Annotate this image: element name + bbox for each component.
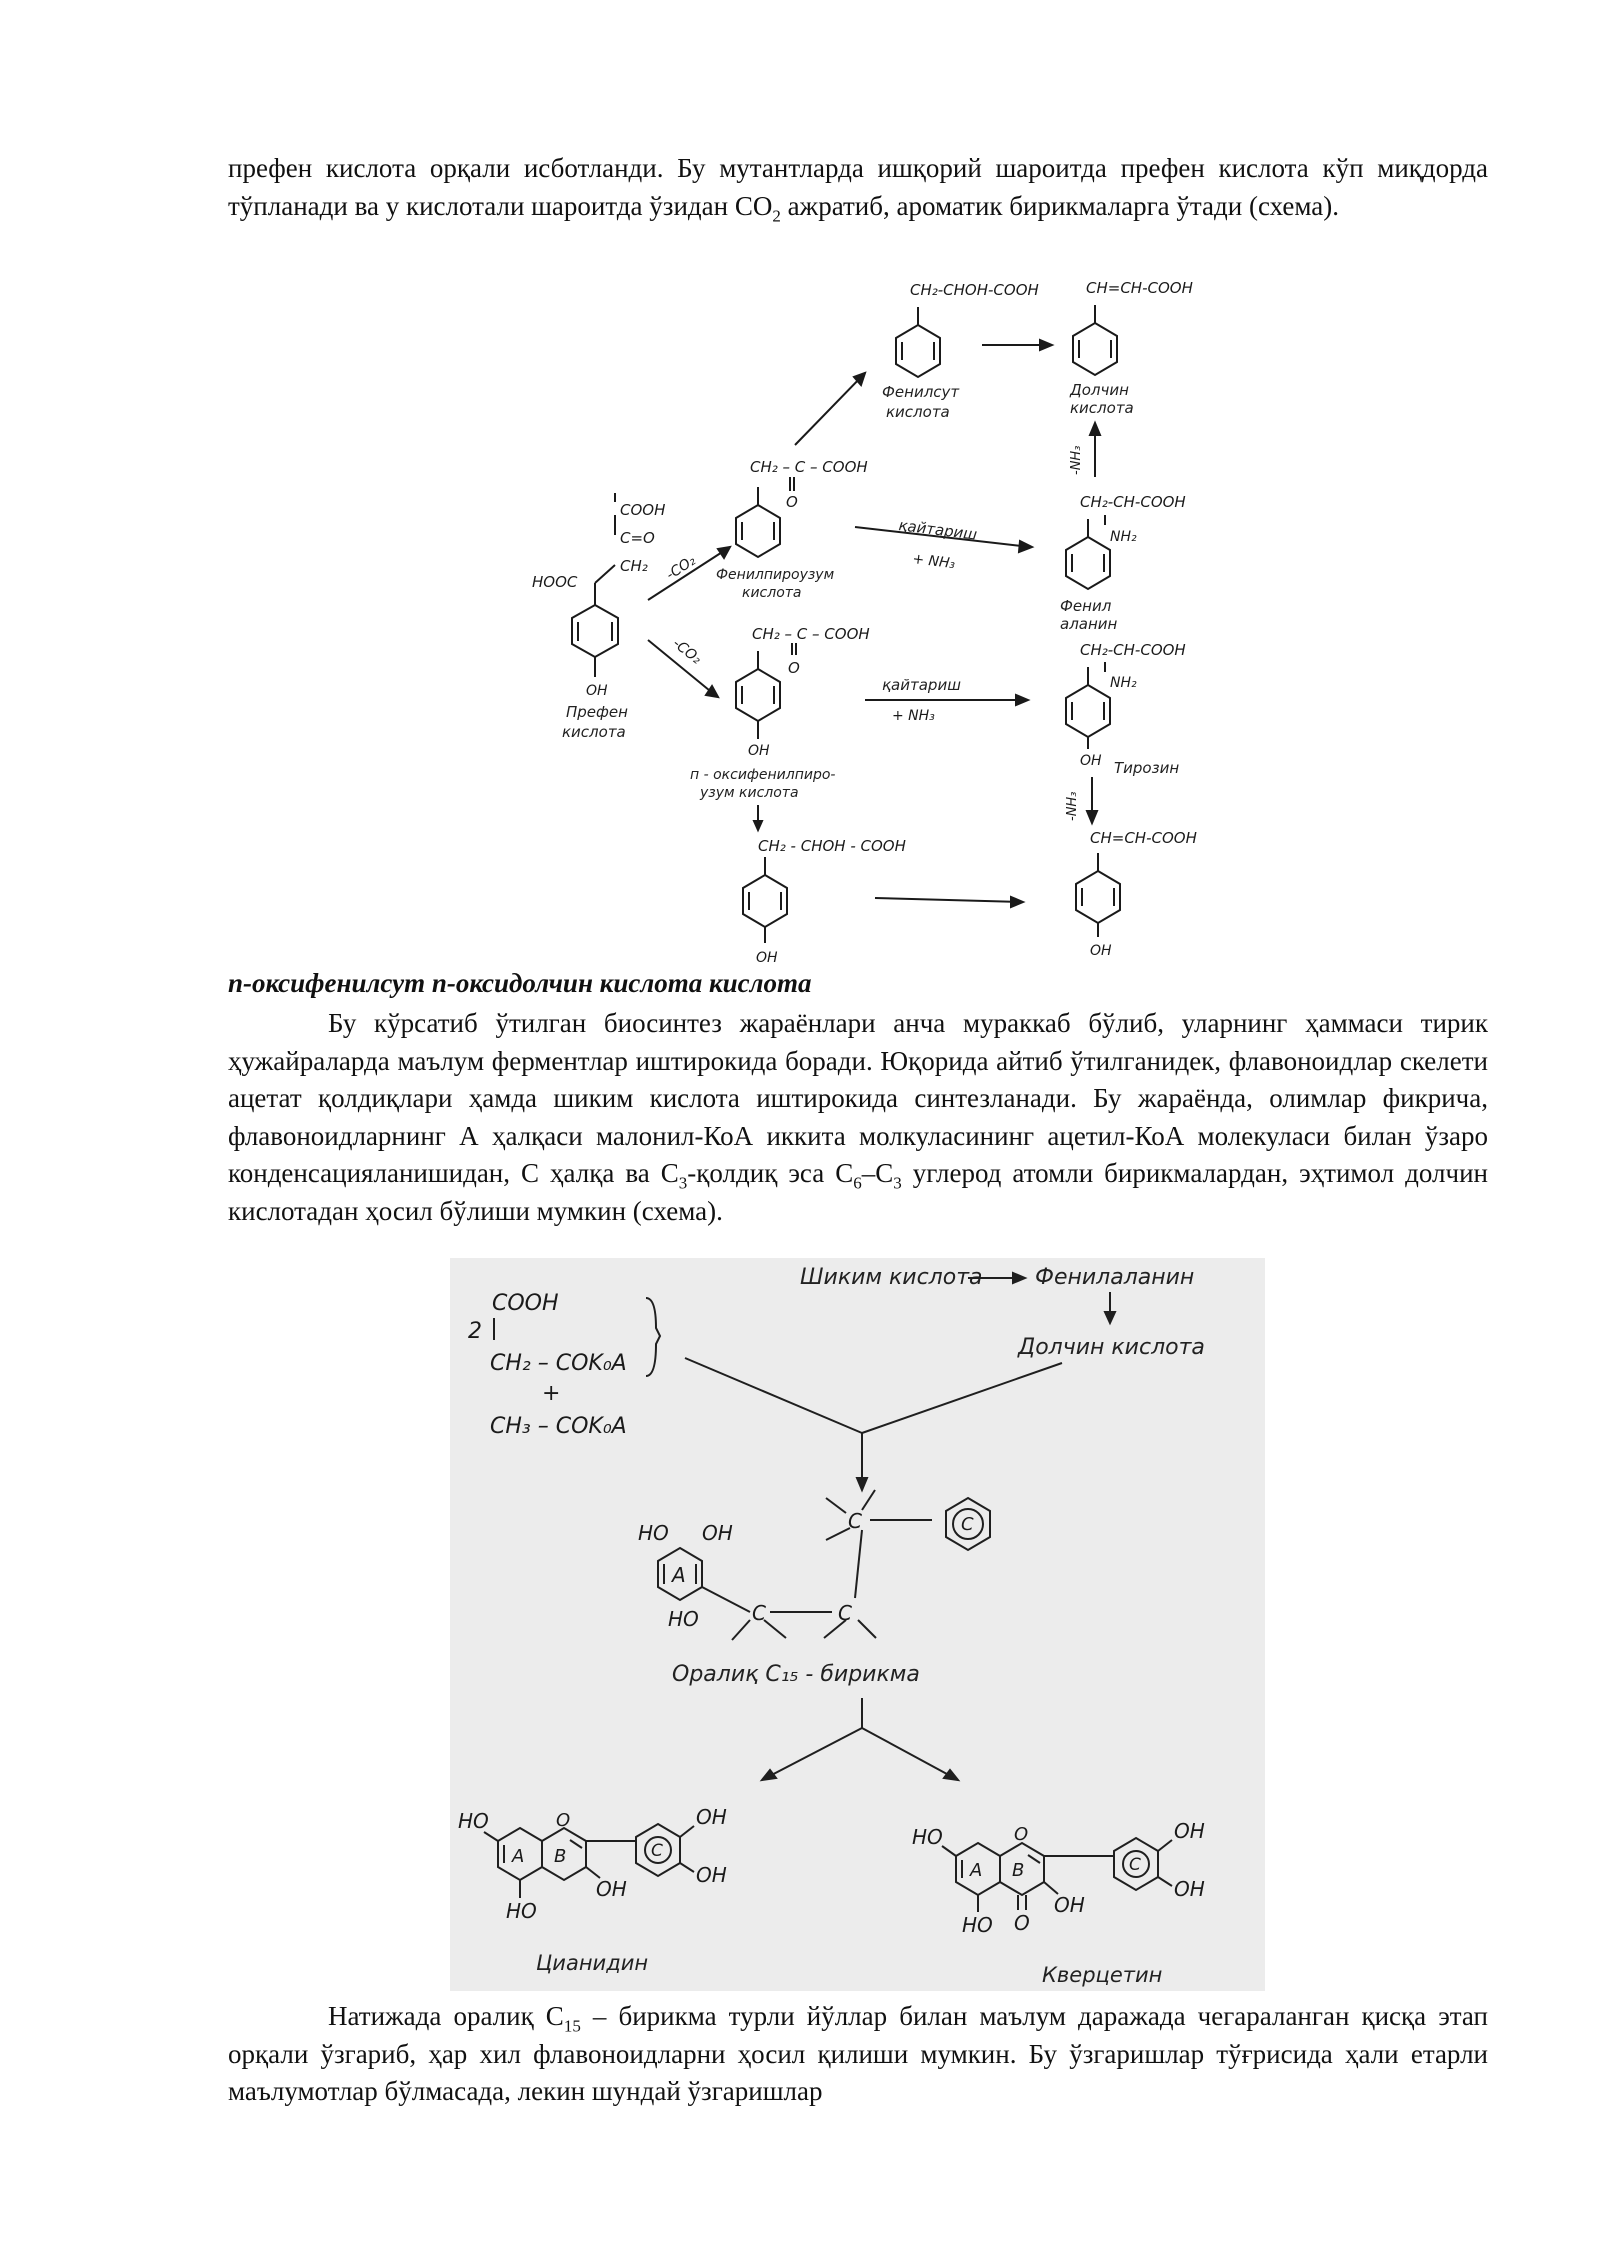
hydroxycinnamic-formula: CH=CH-COOH — [1090, 829, 1197, 847]
subscript: 6 — [853, 1173, 862, 1193]
prephenic-hooc: HOOC — [532, 573, 578, 591]
malonyl-ch2: CH₂ – COK₀A — [490, 1351, 627, 1376]
quercetin-oh-c1: OH — [1174, 1819, 1205, 1843]
prephenic-name-1: Префен — [566, 703, 628, 721]
quercetin-name: Кверцетин — [1042, 1963, 1163, 1987]
hydroxycinnamic-oh: OH — [1090, 943, 1112, 959]
hydroxyphenyllactic-acid-structure — [743, 857, 787, 943]
arrow-to-hydroxyphenyllactic — [754, 805, 762, 830]
phenylalanine-nh2: NH₂ — [1110, 529, 1137, 545]
arrow-tyrosine-to-hydroxycinnamic — [1087, 777, 1097, 823]
arrow-phenylalanine-to-cinnamic — [1090, 423, 1100, 477]
minus-co2-label-1: -CO₂ — [663, 552, 699, 584]
hydroxyphenylpyruvic-name-1: п - оксифенилпиро- — [690, 767, 836, 783]
cyanidin-name: Цианидин — [536, 1951, 649, 1975]
phenyllactic-name-1: Фенилсут — [882, 383, 960, 401]
quercetin-ring-c: C — [1129, 1855, 1141, 1875]
arrow-to-phenyllactic — [795, 373, 865, 445]
prephenic-ch2: CH₂ — [620, 557, 648, 575]
hydroxyphenylpyruvic-oh: OH — [748, 743, 770, 759]
hydroxyphenylpyruvic-name-2: узум кислота — [700, 785, 799, 801]
phenylpyruvic-formula: CH₂ – C – COOH — [750, 458, 868, 476]
plus-nh3-label-1: + NH₃ — [911, 551, 956, 573]
arrow-phenylalanine-to-cinnamic — [1105, 1292, 1115, 1323]
paragraph-1-text: префен кислота орқали исботланди. Бу мутантларда ишқорий шароитда префен кислота кўп миқдорда тўпланади ва у кислотали шароитда ўзидан CO — [228, 153, 1488, 221]
cyanidin-oh-3: OH — [596, 1877, 627, 1901]
paragraph-2-text-d: углерод атомли бирикмалардан, эҳтимол долчин кислотадан ҳосил бўлиши мумкин (схема). — [228, 1158, 1488, 1226]
cyanidin-ho: HO — [458, 1809, 489, 1833]
intermediate-ho-2: HO — [668, 1607, 699, 1631]
arrow-to-tyrosine — [865, 695, 1028, 705]
cinnamic-name-2: кислота — [1070, 399, 1134, 417]
cinnamic-name-1: Долчин — [1070, 381, 1129, 399]
phenylalanine-name-2: аланин — [1060, 615, 1118, 633]
intermediate-oh: OH — [702, 1521, 733, 1545]
paragraph-2-text: Бу кўрсатиб ўтилган биосинтез жараёнлари анча мураккаб бўлиб, уларнинг ҳаммаси тирик ҳужайраларда маълум ферментлар иштирокида боради. Юқорида айтиб ўтилганидек, флавоноидлар скелети ацетат қолдиқлари ҳамда шиким кислота иштирокида синтезланади. Бу жараёнда, олимлар фикрича, флавоноидларнинг А ҳалқаси малонил-КоА иккита молкуласининг ацетил-КоА молекуласи билан ўзаро конденсацияланишидан, С ҳалқа ва C — [228, 1008, 1488, 1188]
tyrosine-formula: CH₂-CH-COOH — [1080, 641, 1186, 659]
malonyl-coefficient: 2 — [468, 1319, 482, 1344]
tyrosine-nh2: NH₂ — [1110, 675, 1137, 691]
phenylalanine-name-1: Фенил — [1060, 597, 1112, 615]
shikimic-acid-label: Шиким кислота — [800, 1265, 983, 1290]
intermediate-carbon-1: C — [752, 1601, 766, 1625]
reduction-label-2: қайтариш — [882, 676, 961, 694]
phenyllactic-name-2: кислота — [886, 403, 950, 421]
tyrosine-name: Тирозин — [1114, 759, 1180, 777]
quercetin-ho-2: HO — [962, 1913, 993, 1937]
phenylalanine-label: Фенилаланин — [1035, 1265, 1195, 1290]
phenylpyruvic-name-2: кислота — [742, 585, 802, 601]
prephenic-cooh: COOH — [620, 501, 666, 519]
quercetin-oh-3: OH — [1054, 1893, 1085, 1917]
cyanidin-ring-b: B — [554, 1846, 567, 1867]
arrow-to-cinnamic — [982, 340, 1052, 350]
paragraph-2 — [228, 1005, 1488, 1230]
malonyl-brace — [646, 1298, 660, 1376]
cyanidin-ho-2: HO — [506, 1899, 537, 1923]
cyanidin-oh-c2: OH — [696, 1863, 727, 1887]
scheme-1-caption: п-оксифенилсут п-оксидолчин кислота кислота — [228, 968, 812, 998]
quercetin-ho: HO — [912, 1825, 943, 1849]
converging-lines — [685, 1358, 1062, 1490]
phenyllactic-acid-structure — [896, 307, 940, 377]
intermediate-carbon-2: C — [838, 1601, 852, 1625]
minus-co2-label-2: -CO₂ — [669, 635, 705, 668]
subscript: 3 — [893, 1173, 902, 1193]
cinnamic-acid-label: Долчин кислота — [1018, 1335, 1205, 1360]
hydroxyphenyllactic-oh: OH — [756, 950, 778, 966]
intermediate-ring-a: A — [672, 1563, 686, 1587]
fork-lines — [762, 1698, 958, 1780]
phenylpyruvic-acid-structure — [736, 477, 794, 557]
cyanidin-ring-oxygen: O — [556, 1810, 571, 1831]
hydroxyphenyllactic-formula: CH₂ - CHOH - COOH — [758, 837, 906, 855]
quercetin-ring-b: B — [1012, 1860, 1025, 1881]
reduction-label-1: қайтариш — [897, 516, 979, 544]
paragraph-2-text-b: -қолдиқ эса C — [687, 1158, 854, 1188]
intermediate-ring-c: C — [961, 1514, 974, 1535]
acetyl-ch3: CH₃ – COK₀A — [490, 1414, 627, 1439]
tyrosine-structure — [1066, 662, 1110, 749]
prephenic-acid-structure — [572, 493, 618, 677]
prephenic-co: C=O — [620, 529, 655, 547]
phenylpyruvic-oxygen: O — [786, 493, 798, 511]
paragraph-1-text-end: ажратиб, ароматик бирикмаларга ўтади (схема). — [780, 190, 1340, 221]
paragraph-3 — [228, 1998, 1488, 2111]
flavonoid-biosynthesis-scheme — [450, 1258, 1265, 1991]
cinnamic-formula: CH=CH-COOH — [1086, 279, 1193, 297]
prephenic-name-2: кислота — [562, 723, 626, 741]
quercetin-carbonyl-oxygen: O — [1014, 1911, 1030, 1935]
hydroxyphenylpyruvic-formula: CH₂ – C – COOH — [752, 625, 870, 643]
paragraph-2-text-c: –C — [861, 1158, 894, 1188]
paragraph-3-text-b: – бирикма турли йўллар билан маълум даражада чегараланган қисқа этап орқали ўзгариб, ҳар хил флавоноидларни ҳосил қилиши мумкин. Бу ўзгаришлар тўғрисида ҳали етарли маълумотлар бўлмасада, лекин шундай ўзгаришлар — [228, 2001, 1488, 2106]
phenyllactic-formula: CH₂-CHOH-COOH — [910, 281, 1039, 299]
subscript: 15 — [563, 2016, 581, 2036]
tyrosine-oh: OH — [1080, 753, 1102, 769]
prephenic-oh: OH — [586, 683, 608, 699]
subscript: 3 — [678, 1173, 688, 1193]
malonyl-cooh: COOH — [492, 1291, 559, 1316]
cinnamic-acid-structure — [1073, 305, 1117, 375]
intermediate-structure — [658, 1490, 990, 1640]
quercetin-ring-oxygen: O — [1014, 1824, 1029, 1845]
subscript: 2 — [772, 205, 781, 225]
minus-nh3-label-2: -NH₃ — [1065, 791, 1080, 821]
quercetin-oh-c2: OH — [1174, 1877, 1205, 1901]
quercetin-ring-a: A — [970, 1860, 983, 1881]
arrow-to-hydroxycinnamic — [875, 897, 1023, 907]
cyanidin-ring-a: A — [512, 1846, 525, 1867]
phenylpyruvic-name-1: Фенилпироузум — [716, 567, 835, 583]
biosynthesis-scheme-aromatic — [520, 265, 1220, 975]
phenylalanine-structure — [1066, 515, 1110, 589]
hydroxyphenylpyruvic-acid-structure — [736, 643, 796, 739]
paragraph-1 — [228, 150, 1488, 225]
cyanidin-oh-c1: OH — [696, 1805, 727, 1829]
intermediate-name: Оралиқ C₁₅ - бирикма — [672, 1662, 920, 1687]
paragraph-3-text: Натижада оралиқ C — [328, 2001, 564, 2031]
plus-nh3-label-2: + NH₃ — [892, 708, 935, 724]
minus-nh3-label-1: -NH₃ — [1069, 445, 1084, 475]
phenylalanine-formula: CH₂-CH-COOH — [1080, 493, 1186, 511]
intermediate-ho-1: HO — [638, 1521, 669, 1545]
hydroxycinnamic-acid-structure — [1076, 853, 1120, 937]
malonyl-plus: + — [542, 1381, 561, 1406]
hydroxyphenylpyruvic-oxygen: O — [788, 659, 800, 677]
intermediate-carbon-3: C — [848, 1509, 862, 1533]
cyanidin-ring-c: C — [651, 1841, 663, 1861]
